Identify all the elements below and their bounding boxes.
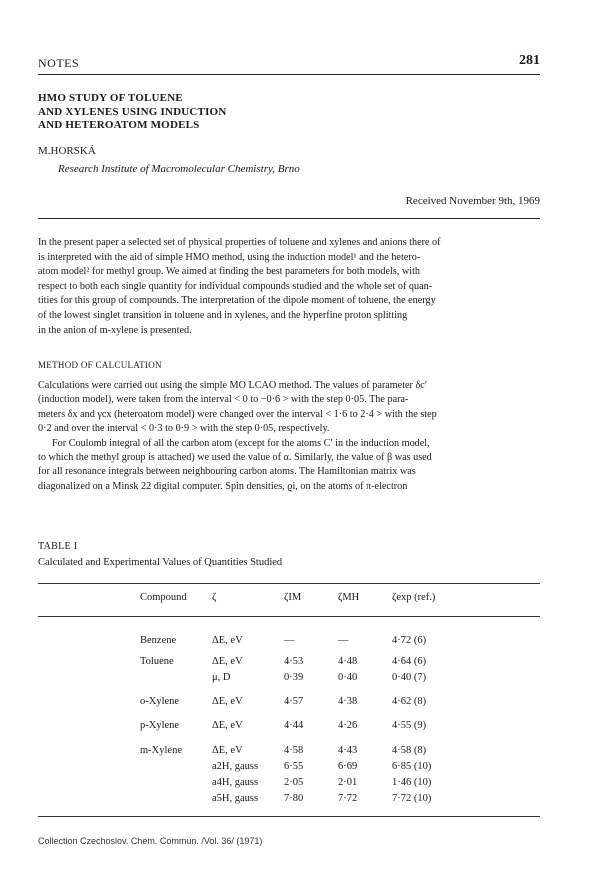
table-cell: 2·05 (284, 777, 304, 788)
abstract-line: in the anion of m-xylene is presented. (38, 324, 192, 336)
body-line: (induction model), were taken from the interval < 0 to −0·6 > with the step 0·05. The para- (38, 394, 409, 406)
body-text (38, 379, 540, 494)
table-label: TABLE I (38, 541, 78, 552)
table-cell: a2H, gauss (212, 761, 259, 772)
table-cell: 4·72 (6) (392, 635, 427, 646)
abstract-line: tities for this group of compounds. The interpretation of the dipole moment of toluene, the energy (38, 295, 436, 307)
table-cell: 6·55 (284, 761, 304, 772)
table-cell: a5H, gauss (212, 793, 259, 804)
table-cell: 0·39 (284, 672, 304, 683)
table-cell: 4·55 (9) (392, 720, 427, 731)
body-line: to which the methyl group is attached) we used the value of α. Similarly, the value of β was used (38, 452, 432, 464)
table-cell: 4·64 (6) (392, 656, 427, 667)
page-header (38, 52, 540, 75)
section-label: NOTES (38, 56, 80, 70)
divider (38, 218, 540, 219)
table-top-rule (38, 583, 540, 584)
table-cell: 4·43 (338, 745, 358, 756)
abstract-line: atom model² for methyl group. We aimed at finding the best parameters for both models, with (38, 266, 421, 278)
table-header-cell: ζMH (338, 592, 360, 603)
table-cell: 4·62 (8) (392, 696, 427, 707)
body-line: meters δx and γcx (heteroatom model) were changed over the interval < 1·6 to 2·4 > with the step (38, 408, 437, 420)
table-cell: 4·57 (284, 696, 304, 707)
table-cell: 4·58 (8) (392, 745, 427, 756)
table-cell: — (338, 635, 349, 646)
table-cell: 4·44 (284, 720, 304, 731)
table-cell: ΔE, eV (212, 720, 243, 731)
table-header-cell: ζIM (284, 592, 302, 603)
table-cell: 6·85 (10) (392, 761, 432, 772)
table-cell: μ, D (212, 672, 231, 683)
title-line: HMO STUDY OF TOLUENE (38, 92, 183, 104)
table-cell: 7·80 (284, 793, 304, 804)
table-cell: 4·53 (284, 656, 304, 667)
table-cell: ΔE, eV (212, 656, 243, 667)
section-heading: METHOD OF CALCULATION (38, 360, 162, 370)
table-cell: 1·46 (10) (392, 777, 432, 788)
author-affiliation: Research Institute of Macromolecular Chemistry, Brno (58, 163, 300, 175)
table-cell: 6·69 (338, 761, 358, 772)
table-cell: o-Xylene (140, 696, 180, 707)
body-line: For Coulomb integral of all the carbon atom (except for the atoms C′ in the induction model, (52, 437, 430, 449)
body-line: Calculations were carried out using the simple MO LCAO method. The values of parameter δc′ (38, 380, 428, 391)
table-cell: ΔE, eV (212, 635, 243, 646)
article-title (38, 92, 226, 133)
page-number: 281 (519, 53, 540, 68)
table-cell: m-Xylene (140, 745, 182, 756)
table-cell: 2·01 (338, 777, 358, 788)
received-date: Received November 9th, 1969 (405, 195, 540, 207)
table-header-cell: ζ (212, 592, 217, 603)
table-cell: 0·40 (338, 672, 358, 683)
table-cell: — (284, 635, 295, 646)
table-cell: Toluene (140, 656, 174, 667)
table-cell: 4·48 (338, 656, 358, 667)
abstract-line: In the present paper a selected set of physical properties of toluene and xylenes and anions there of (38, 237, 441, 248)
table-caption: Calculated and Experimental Values of Quantities Studied (38, 557, 283, 568)
table-bottom-rule (38, 816, 540, 817)
abstract-line: is interpreted with the aid of simple HMO method, using the induction model¹ and the hetero- (38, 251, 421, 263)
table-header-rule (38, 616, 540, 617)
table-cell: 0·40 (7) (392, 672, 427, 683)
table-cell: 4·58 (284, 745, 304, 756)
table-cell: 7·72 (338, 793, 358, 804)
title-line: AND XYLENES USING INDUCTION (38, 105, 227, 118)
table-cell: p-Xylene (140, 720, 180, 731)
table-cell: a4H, gauss (212, 777, 259, 788)
body-line: 0·2 and over the interval < 0·3 to 0·9 > with the step 0·05, respectively. (38, 423, 330, 435)
title-line: AND HETEROATOM MODELS (38, 119, 200, 131)
abstract-line: respect to both each single quantity for individual compounds studied and the whole set of quan- (38, 280, 433, 292)
table-cell: 7·72 (10) (392, 793, 432, 804)
author-name: M.HORSKÁ (38, 145, 96, 157)
body-line: diagonalized on a Minsk 22 digital computer. Spin densities, ϱi, on the atoms of π-electron (38, 480, 408, 492)
table-cell: ΔE, eV (212, 745, 243, 756)
table-cell: 4·26 (338, 720, 358, 731)
table-header-cell: Compound (140, 592, 187, 603)
table-header-cell: ζexp (ref.) (392, 592, 436, 603)
table-cell: ΔE, eV (212, 696, 243, 707)
table-cell: Benzene (140, 635, 177, 646)
page-footer: Collection Czechoslov. Chem. Commun. /Vol. 36/ (1971) (38, 836, 263, 846)
abstract-line: of the lowest singlet transition in toluene and in xylenes, and the hyperfine proton splitting (38, 309, 408, 321)
abstract (38, 236, 540, 338)
table-cell: 4·38 (338, 696, 358, 707)
body-line: for all resonance integrals between neighbouring carbon atoms. The Hamiltonian matrix was (38, 466, 416, 478)
